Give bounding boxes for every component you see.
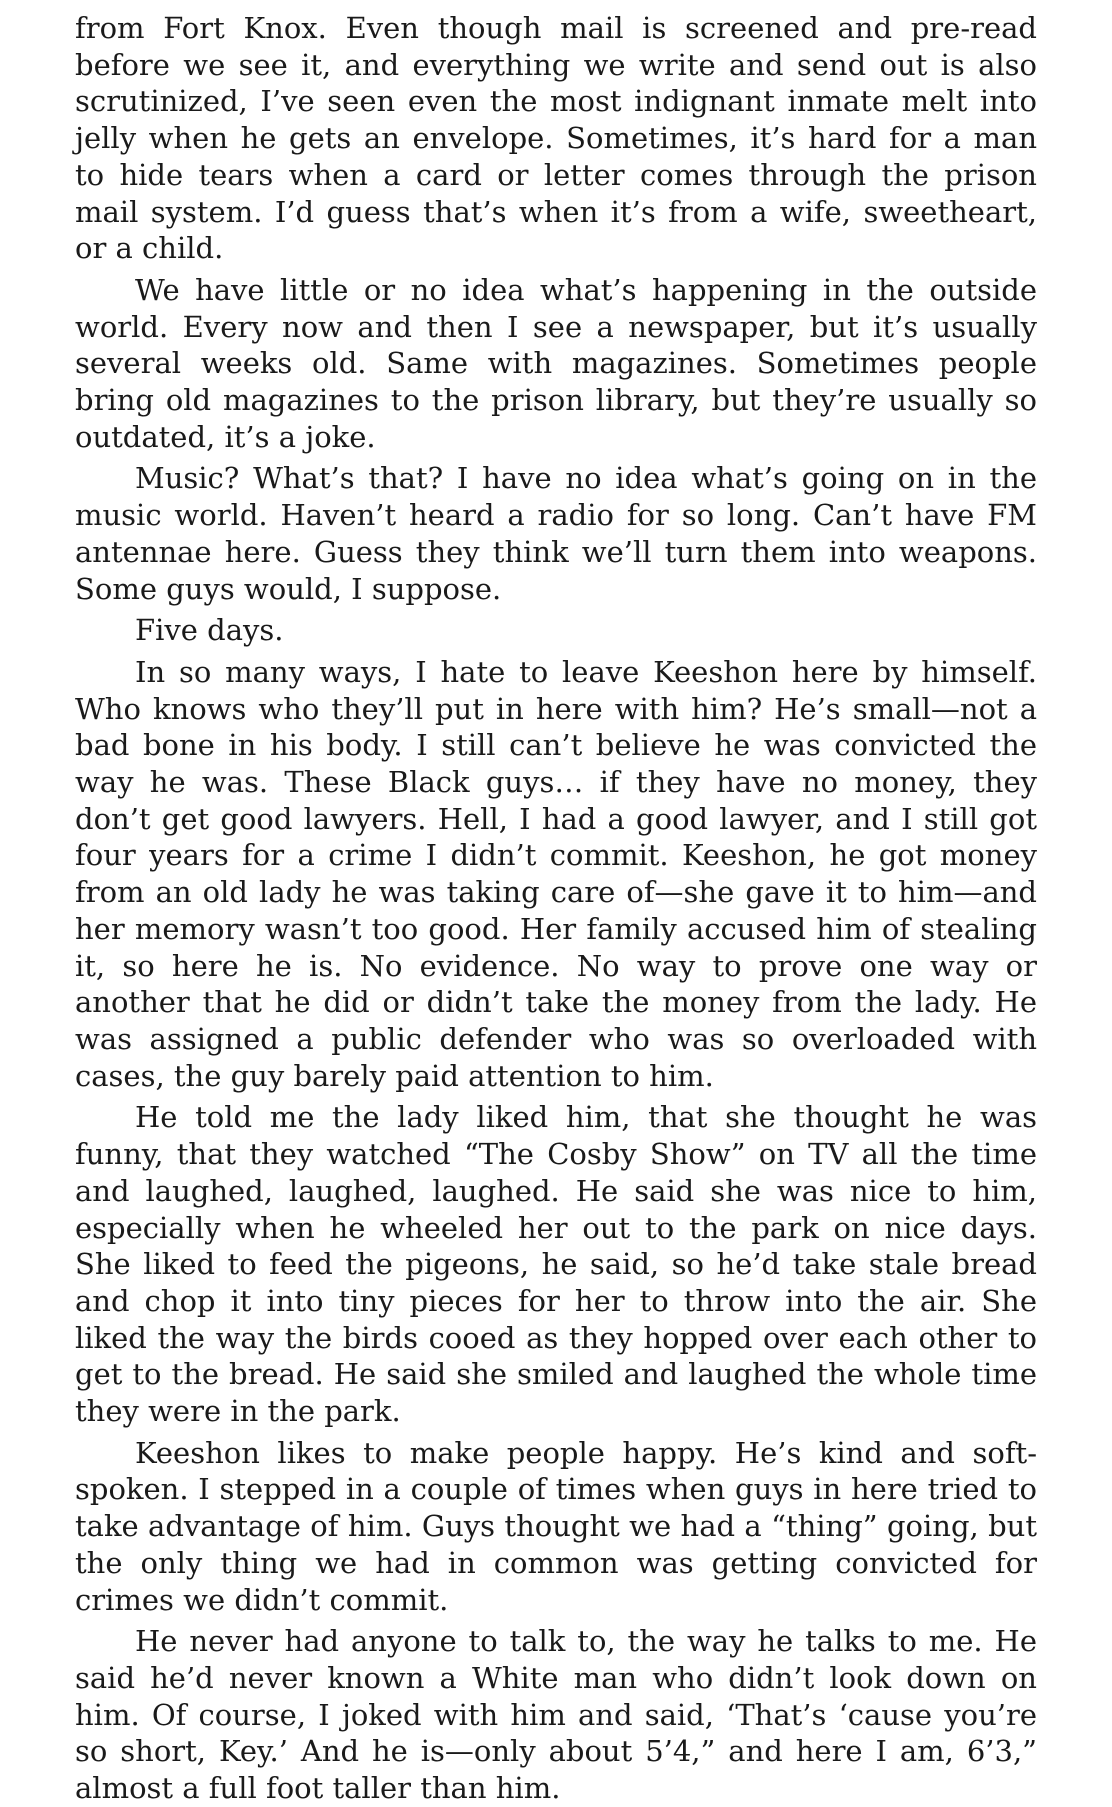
paragraph-talk-to-me: He never had anyone to talk to, the way he talks to me. He said he’d never known a White man who didn’t look down on him. Of course, I joked with him and said, ‘That’s ‘cause you’re so short, Key.’ And he is—only about 5’4,” and here I am, 6’3,” almost a full foot taller than him.	[75, 1624, 1037, 1806]
paragraph-music: Music? What’s that? I have no idea what’s going on in the music world. Haven’t heard a radio for so long. Can’t have FM antennae here. Guess they think we’ll turn them into weapons. Some guys would, I suppose.	[75, 461, 1037, 606]
paragraph-old-lady: He told me the lady liked him, that she thought he was funny, that they watched “The Cosby Show” on TV all the time and laughed, laughed, laughed. He said she was nice to him, especially when he wheeled her out to the park on nice days. She liked to feed the pigeons, he said, so he’d take stale bread and chop it into tiny pieces for her to throw into the air. She liked the way the birds cooed as they hopped over each other to get to the bread. He said she smiled and laughed the whole time they were in the park.	[75, 1100, 1037, 1429]
page-body	[75, 10, 1037, 1807]
paragraph-keeshon: In so many ways, I hate to leave Keeshon here by himself. Who knows who they’ll put in here with him? He’s small—not a bad bone in his body. I still can’t believe he was convicted the way he was. These Black guys… if they have no money, they don’t get good lawyers. Hell, I had a good lawyer, and I still got four years for a crime I didn’t commit. Keeshon, he got money from an old lady he was taking care of—she gave it to him—and her memory wasn’t too good. Her family accused him of stealing it, so here he is. No evidence. No way to prove one way or another that he did or didn’t take the money from the lady. He was assigned a public defender who was so overloaded with cases, the guy barely paid attention to him.	[75, 654, 1037, 1093]
paragraph-outside-world: We have little or no idea what’s happening in the outside world. Every now and then I see a newspaper, but it’s usually several weeks old. Same with magazines. Sometimes people bring old magazines to the prison library, but they’re usually so outdated, it’s a joke.	[75, 272, 1037, 454]
paragraph-five-days: Five days.	[135, 613, 284, 648]
paragraph-make-people-happy: Keeshon likes to make people happy. He’s kind and soft-spoken. I stepped in a couple of times when guys in here tried to take advantage of him. Guys thought we had a “thing” going, but the only thing we had in common was getting convicted for crimes we didn’t commit.	[75, 1435, 1037, 1617]
paragraph-continued: from Fort Knox. Even though mail is screened and pre-read before we see it, and everything we write and send out is also scrutinized, I’ve seen even the most indignant inmate melt into jelly when he gets an envelope. Sometimes, it’s hard for a man to hide tears when a card or letter comes through the prison mail system. I’d guess that’s when it’s from a wife, sweetheart, or a child.	[75, 11, 1037, 266]
